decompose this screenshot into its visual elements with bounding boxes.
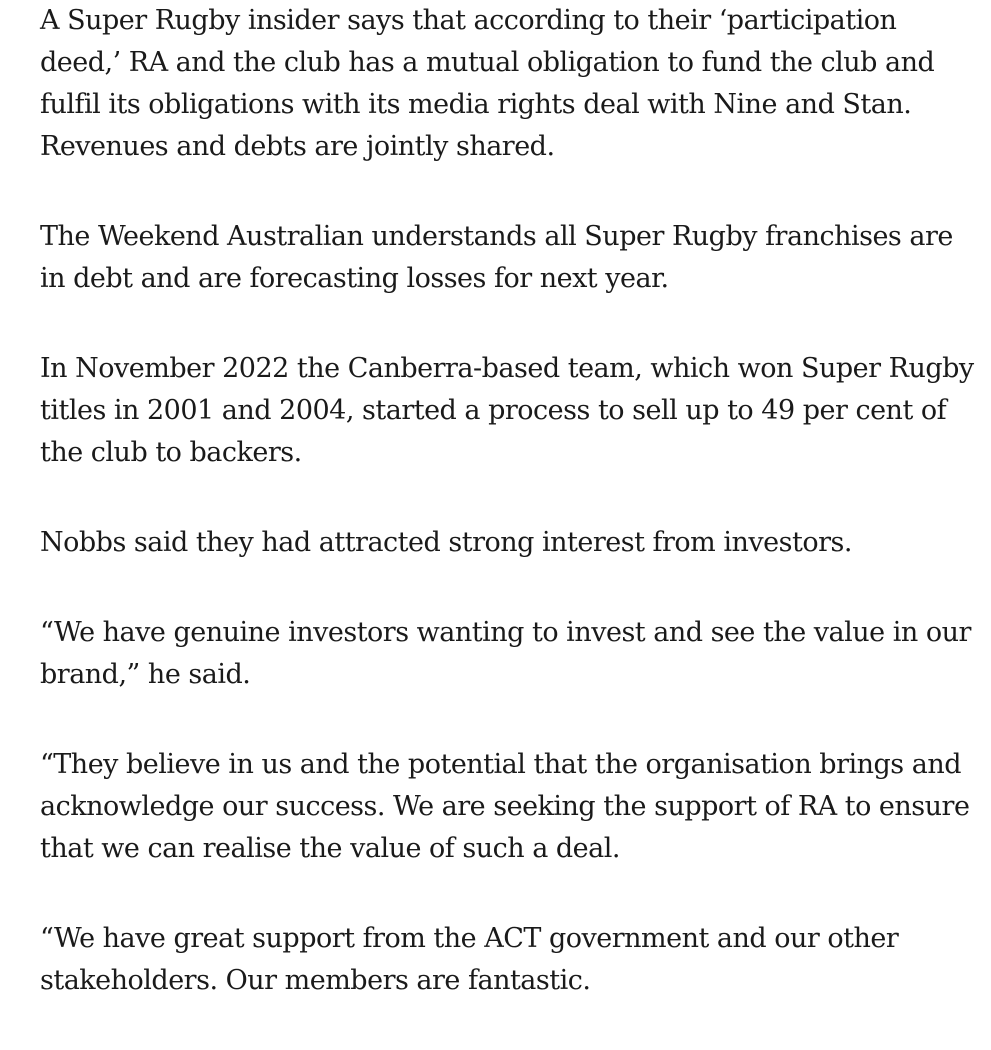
paragraph-franchises-debt: The Weekend Australian understands all Super Rugby franchises are in debt and are forecasting losses for next year. bbox=[40, 221, 953, 294]
article-body bbox=[40, 0, 980, 1050]
paragraph-participation-deed: A Super Rugby insider says that according to their ‘participation deed,’ RA and the club has a mutual obligation to fund the club and fulfil its obligations with its media rights deal with Nine and Stan. Revenues and debts are jointly shared. bbox=[40, 5, 935, 162]
paragraph-quote-support-ra: “They believe in us and the potential that the organisation brings and acknowledge our success. We are seeking the support of RA to ensure that we can realise the value of such a deal. bbox=[40, 749, 970, 864]
paragraph-investor-interest: Nobbs said they had attracted strong interest from investors. bbox=[40, 527, 852, 558]
paragraph-quote-genuine-investors: “We have genuine investors wanting to invest and see the value in our brand,” he said. bbox=[40, 617, 971, 690]
paragraph-sale-process: In November 2022 the Canberra-based team, which won Super Rugby titles in 2001 and 2004, started a process to sell up to 49 per cent of the club to backers. bbox=[40, 353, 974, 468]
paragraph-quote-act-government: “We have great support from the ACT government and our other stakeholders. Our members are fantastic. bbox=[40, 923, 899, 996]
